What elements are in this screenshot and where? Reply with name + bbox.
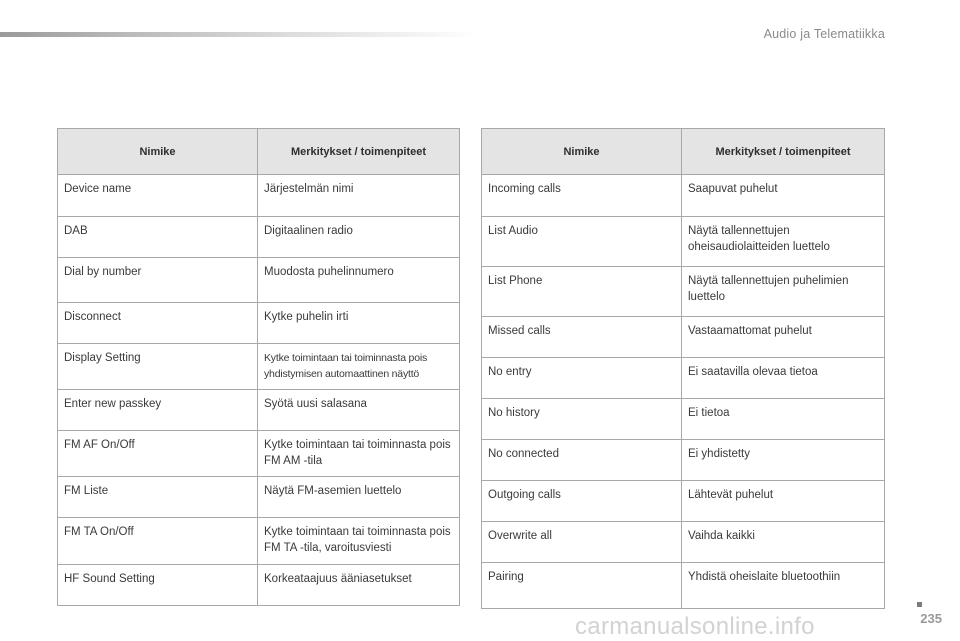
header-decorative-bar xyxy=(0,32,480,37)
item-name: FM Liste xyxy=(58,477,258,518)
item-name: Display Setting xyxy=(58,344,258,390)
item-meaning: Lähtevät puhelut xyxy=(682,481,885,522)
table-row xyxy=(482,399,885,440)
item-name: Outgoing calls xyxy=(482,481,682,522)
page-number: 235 xyxy=(920,611,942,626)
table-row xyxy=(58,344,460,390)
column-header-meaning: Merkitykset / toimenpiteet xyxy=(258,129,460,175)
item-meaning: Kytke toimintaan tai toiminnasta pois yhdistymisen automaattinen näyttö xyxy=(258,344,460,390)
item-name: FM AF On/Off xyxy=(58,431,258,477)
item-name: List Phone xyxy=(482,267,682,317)
item-meaning: Saapuvat puhelut xyxy=(682,175,885,217)
table-row xyxy=(482,267,885,317)
item-name: Overwrite all xyxy=(482,522,682,563)
item-name: DAB xyxy=(58,217,258,258)
item-meaning: Vastaamattomat puhelut xyxy=(682,317,885,358)
item-name: HF Sound Setting xyxy=(58,565,258,606)
item-meaning: Korkeataajuus ääniasetukset xyxy=(258,565,460,606)
glossary-table-right xyxy=(481,128,885,609)
item-meaning: Vaihda kaikki xyxy=(682,522,885,563)
item-name: Incoming calls xyxy=(482,175,682,217)
item-meaning: Yhdistä oheislaite bluetoothiin xyxy=(682,563,885,609)
item-name: Enter new passkey xyxy=(58,390,258,431)
item-name: Missed calls xyxy=(482,317,682,358)
column-header-item: Nimike xyxy=(482,129,682,175)
table-row xyxy=(58,431,460,477)
table-row xyxy=(482,175,885,217)
item-name: No connected xyxy=(482,440,682,481)
item-name: List Audio xyxy=(482,217,682,267)
glossary-table-left xyxy=(57,128,460,606)
section-title: Audio ja Telematiikka xyxy=(763,27,885,41)
table-row xyxy=(58,390,460,431)
item-meaning: Kytke puhelin irti xyxy=(258,303,460,344)
table-row xyxy=(58,565,460,606)
column-header-item: Nimike xyxy=(58,129,258,175)
item-meaning: Kytke toimintaan tai toiminnasta pois FM TA -tila, varoitusviesti xyxy=(258,518,460,565)
item-name: Pairing xyxy=(482,563,682,609)
column-header-meaning: Merkitykset / toimenpiteet xyxy=(682,129,885,175)
item-meaning: Kytke toimintaan tai toiminnasta pois FM AM -tila xyxy=(258,431,460,477)
table-row xyxy=(482,522,885,563)
item-meaning: Muodosta puhelinnumero xyxy=(258,258,460,303)
item-meaning: Järjestelmän nimi xyxy=(258,175,460,217)
table-row xyxy=(482,358,885,399)
table-row xyxy=(58,175,460,217)
watermark: carmanualsonline.info xyxy=(575,613,815,640)
table-row xyxy=(58,217,460,258)
item-meaning: Näytä FM-asemien luettelo xyxy=(258,477,460,518)
table-row xyxy=(58,518,460,565)
table-header-row xyxy=(482,129,885,175)
item-name: No history xyxy=(482,399,682,440)
item-meaning: Digitaalinen radio xyxy=(258,217,460,258)
table-header-row xyxy=(58,129,460,175)
item-meaning: Ei yhdistetty xyxy=(682,440,885,481)
item-meaning: Syötä uusi salasana xyxy=(258,390,460,431)
item-name: Dial by number xyxy=(58,258,258,303)
item-name: Disconnect xyxy=(58,303,258,344)
item-meaning: Näytä tallennettujen puhelimien luettelo xyxy=(682,267,885,317)
table-row xyxy=(482,563,885,609)
item-name: FM TA On/Off xyxy=(58,518,258,565)
item-meaning: Ei tietoa xyxy=(682,399,885,440)
table-row xyxy=(482,317,885,358)
item-meaning: Näytä tallennettujen oheisaudiolaitteiden luettelo xyxy=(682,217,885,267)
table-row xyxy=(58,477,460,518)
page-marker-square xyxy=(917,602,922,607)
item-name: Device name xyxy=(58,175,258,217)
item-name: No entry xyxy=(482,358,682,399)
table-row xyxy=(482,440,885,481)
table-row xyxy=(482,481,885,522)
table-row xyxy=(58,303,460,344)
table-row xyxy=(482,217,885,267)
table-row xyxy=(58,258,460,303)
item-meaning: Ei saatavilla olevaa tietoa xyxy=(682,358,885,399)
